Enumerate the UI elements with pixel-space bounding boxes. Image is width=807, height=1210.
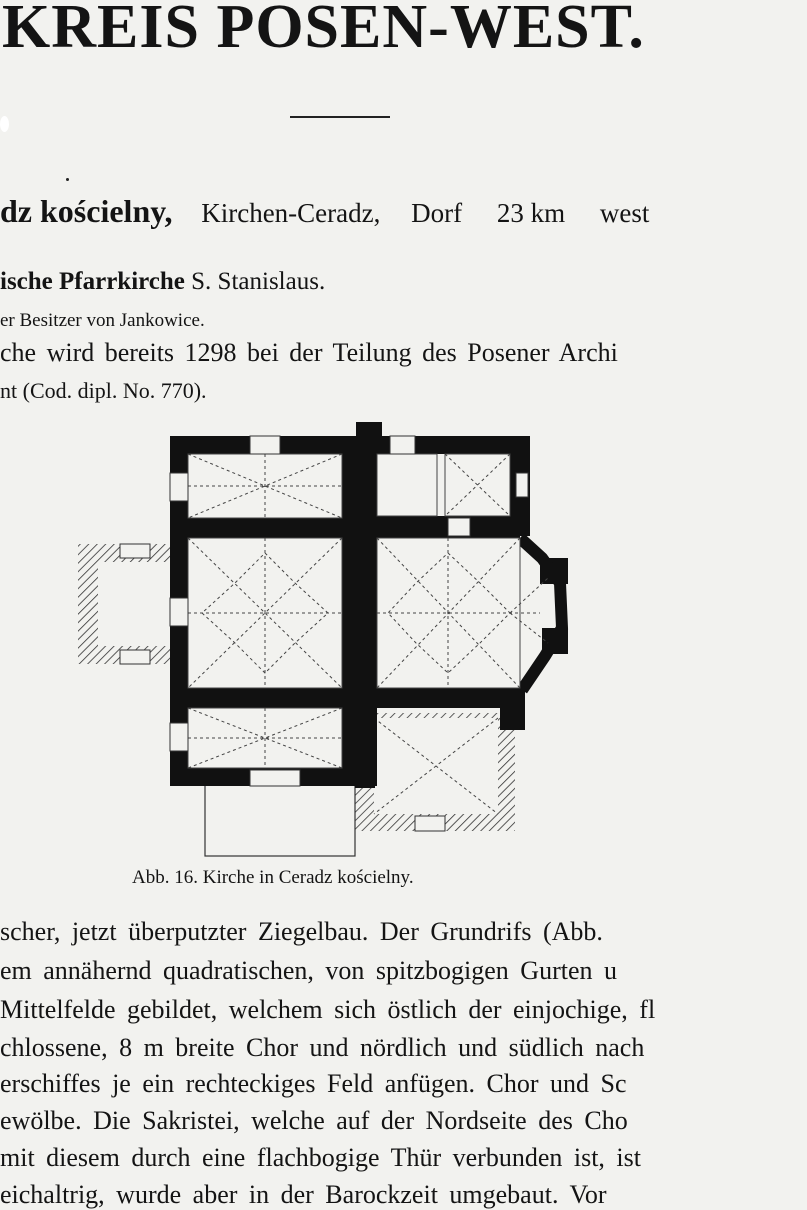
vault-side-rooms	[377, 454, 510, 516]
annex-outline	[205, 780, 355, 856]
paragraph-line: eichaltrig, wurde aber in der Barockzeit umgebaut. Vor	[0, 1180, 607, 1209]
figure-caption: Abb. 16. Kirche in Ceradz kościelny.	[132, 867, 414, 888]
church-patron: S. Stanislaus.	[191, 268, 326, 295]
paragraph-line: Mittelfelde gebildet, welchem sich östlich der einjochige, fl	[0, 995, 656, 1024]
church-heading	[0, 268, 325, 296]
vault-choir	[377, 538, 548, 688]
title-rule	[290, 116, 390, 118]
ink-dot	[66, 178, 69, 181]
vault-north	[188, 454, 342, 518]
margin-mark	[0, 116, 9, 132]
paragraph-line: chlossene, 8 m breite Chor und nördlich und südlich nach	[0, 1033, 645, 1062]
porch	[78, 544, 170, 664]
entry-heading	[0, 193, 649, 230]
church-type: ische Pfarrkirche	[0, 268, 185, 295]
entry-type: Dorf	[411, 198, 463, 228]
paragraph-line: mit diesem durch eine flachbogige Thür verbunden ist, ist	[0, 1143, 641, 1172]
church-floor-plan	[70, 418, 600, 863]
paragraph-line: scher, jetzt überputzter Ziegelbau. Der Grundrifs (Abb.	[0, 917, 603, 946]
vault-nave	[188, 538, 342, 688]
paragraph-line: em annähernd quadratischen, von spitzbogigen Gurten u	[0, 956, 617, 985]
sacristy	[355, 713, 515, 831]
entry-direction: west	[599, 198, 650, 228]
paragraph-line: che wird bereits 1298 bei der Teilung des Posener Archi	[0, 338, 618, 367]
paragraph-line: nt (Cod. dipl. No. 770).	[0, 378, 207, 403]
entry-german-name: Kirchen-Ceradz,	[201, 198, 381, 228]
patron-owner: er Besitzer von Jankowice.	[0, 310, 205, 331]
page-title: KREIS POSEN-WEST.	[2, 0, 645, 61]
entry-place-name: dz kościelny,	[0, 193, 173, 229]
entry-distance: 23 km	[496, 198, 566, 228]
paragraph-line: erschiffes je ein rechteckiges Feld anfügen. Chor und Sc	[0, 1069, 627, 1098]
paragraph-line: ewölbe. Die Sakristei, welche auf der Nordseite des Cho	[0, 1106, 628, 1135]
vault-south	[188, 708, 342, 768]
